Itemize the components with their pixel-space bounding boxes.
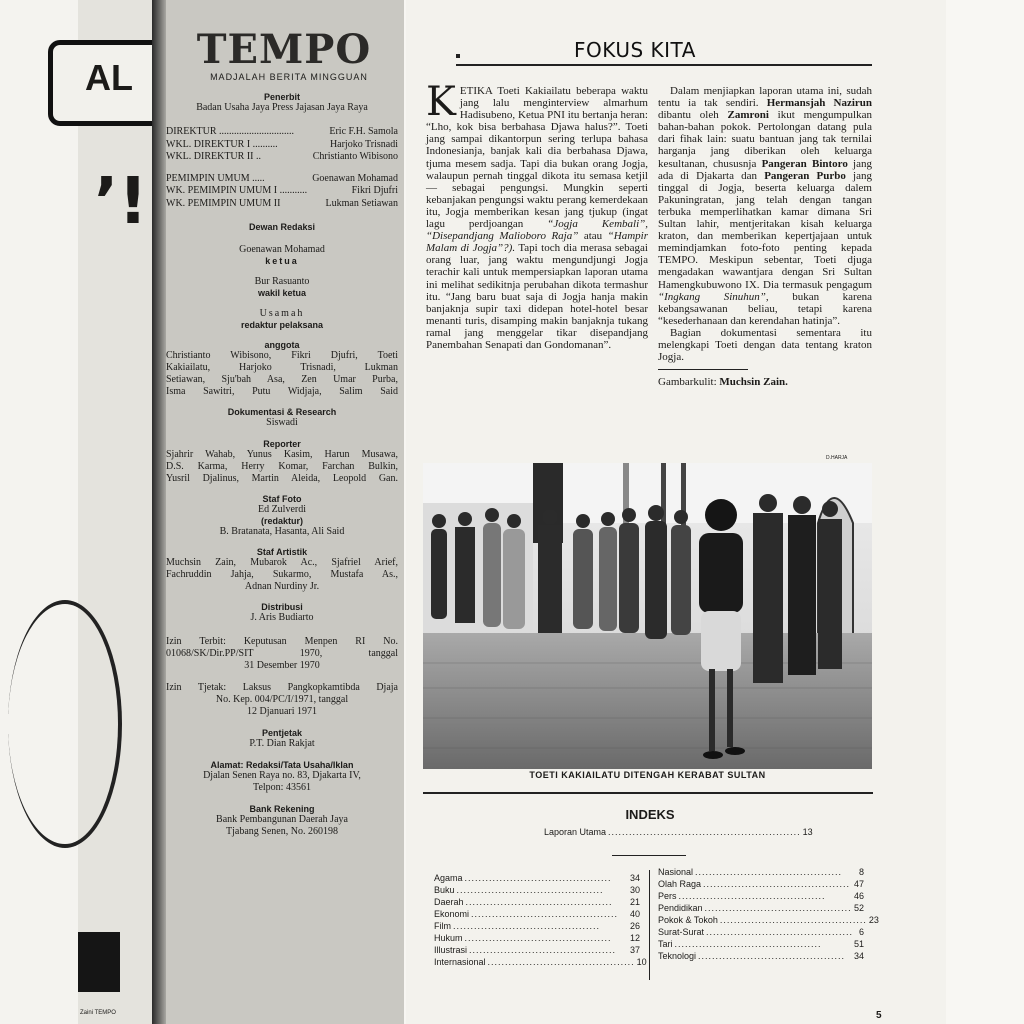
photo-illustration — [423, 463, 872, 769]
article-column-1: KETIKA Toeti Kakiailatu beberapa waktu jang lalu menginterview almarhum Hadisubeno, Ketua PNI itu bertanja heran: “Lho, kok bisa berbahasa Djawa halus?”. Toeti jang sampai dikantorpun sering terlupa bahasa Indonesianja, banjak kali dia berbahasa Djawa, tjuma mesem sadja. Tapi dia bukan orang Jogja, walaupun pernah tinggal dikota itu semasa ketjil — sebagai pengungsi. Mungkin seperti kebanjakan pengungsi waktu perang kemerdekaan itu, Jogja memberikan kesan jang tjukup (ingat lagu perdjoangan “Jogja Kembali”, “Disepandjang Malioboro Raja” atau “Hampir Malam di Jogja”?). Tapi toch dia merasa sebagai orang luar, jang waktu mengundjungi Jogja terachir kali untuk mempersiapkan laporan utama ini melihat sedikitnja perubahan dikota termashur itu. “Jang baru buat saja di Jogja hanja makin banjaknja supir taxi didepan hotel-hotel besar menanti turis, disamping makin banjaknja tukang ramal jang menggelar tikar disepandjang Panembahan Senapati dan Gondomanan”. — [426, 79, 648, 351]
index-entry: Daerah .......................................... 21 — [434, 897, 640, 907]
izin-tjetak-line: 12 Djanuari 1971 — [247, 706, 317, 717]
previous-page-black-block — [78, 932, 120, 992]
staff-row: WK. PEMIMPIN UMUM II Lukman Setiawan — [166, 197, 398, 209]
bank-line: Tjabang Senen, No. 260198 — [226, 826, 338, 837]
page-number: 5 — [876, 1010, 882, 1021]
index-entry: Tari .......................................... 51 — [658, 939, 864, 949]
index-entry: Teknologi .......................................... 34 — [658, 951, 864, 961]
anggota-label: anggota — [264, 340, 300, 350]
staff-row: WK. PEMIMPIN UMUM I ........... Fikri Djufri — [166, 185, 398, 196]
index-entry: Pokok & Tokoh .......................................... 23 — [658, 915, 879, 925]
staf-foto-line: (redaktur) — [260, 516, 303, 526]
distribusi-label: Distribusi — [261, 602, 303, 612]
izin-tjetak-line: Izin Tjetak: Laksus Pangkopkamtibda Djaja — [166, 682, 398, 693]
index-entry: Buku .......................................... 30 — [434, 885, 640, 895]
staf-foto-label: Staf Foto — [262, 494, 302, 504]
index-entry: Pers .......................................... 46 — [658, 891, 864, 901]
staff-row: PEMIMPIN UMUM ..... Goenawan Mohamad — [166, 172, 398, 184]
ketua-name: Goenawan Mohamad — [239, 244, 325, 255]
title-dot — [456, 54, 460, 58]
index-top-rule — [423, 792, 873, 794]
bank-line: Bank Pembangunan Daerah Jaya — [216, 814, 348, 825]
masthead-body — [166, 92, 398, 838]
staff-row: WKL. DIREKTUR II .. Christianto Wibisono — [166, 151, 398, 162]
cover-label: Gambarkulit: — [658, 376, 717, 389]
photo-caption: TOETI KAKIAILATU DITENGAH KERABAT SULTAN — [529, 770, 766, 780]
index-entry: Pendidikan .......................................... 52 — [658, 903, 864, 913]
drop-cap: K — [426, 79, 456, 125]
anggota-line: Kakiailatu, Harjoko Trisnadi, Lukman — [166, 362, 398, 373]
distribusi-name: J. Aris Budiarto — [250, 612, 314, 623]
short-rule — [658, 369, 748, 370]
dokumentasi-label: Dokumentasi & Research — [227, 407, 337, 417]
staf-artistik-line: Fachruddin Jahja, Sukarmo, Mustafa As., — [166, 569, 398, 580]
ketua-role: ketua — [265, 256, 299, 266]
anggota-line: Christianto Wibisono, Fikri Djufri, Toeti — [166, 350, 398, 361]
news-photo — [423, 463, 872, 769]
index-main-entry: Laporan Utama ....................................................... 13 — [544, 827, 813, 837]
izin-tjetak-line: No. Kep. 004/PC/I/1971, tanggal — [215, 694, 349, 705]
tempo-logo: TEMPO — [196, 26, 372, 73]
alamat-line: Telpon: 43561 — [253, 782, 311, 793]
staf-artistik-line: Muchsin Zain, Mubarok Ac., Sjafriel Arief, — [166, 557, 398, 568]
cover-artist: Muchsin Zain. — [719, 376, 788, 389]
staff-list — [166, 126, 398, 210]
index-entry: Illustrasi .......................................... 37 — [434, 945, 640, 955]
reporter-line: D.S. Karma, Herry Komar, Farchan Bulkin, — [166, 461, 398, 472]
section-title: FOKUS KITA — [574, 38, 696, 62]
penerbit-name: Badan Usaha Jaya Press Jajasan Jaya Raya — [196, 102, 368, 113]
index-entry: Ekonomi .......................................... 40 — [434, 909, 640, 919]
anggota-line: Isma Sawitri, Putu Widjaja, Salim Said — [166, 386, 398, 397]
index-right-column — [658, 866, 879, 962]
masthead — [166, 0, 404, 1024]
badge-text: AL — [85, 57, 133, 98]
izin-terbit-line: 31 Desember 1970 — [244, 660, 320, 671]
anggota-line: Setiawan, Sju'bah Asa, Zen Umar Purba, — [166, 374, 398, 385]
index-column-divider — [649, 870, 650, 980]
staf-artistik-label: Staf Artistik — [256, 547, 308, 557]
previous-page-glyph: ’! — [94, 165, 148, 239]
wakil-ketua-name: Bur Rasuanto — [254, 276, 310, 287]
izin-terbit-line: Izin Terbit: Keputusan Menpen RI No. — [166, 636, 398, 647]
redaktur-pelaksana-name: Usamah — [259, 308, 305, 319]
index-entry: Internasional .......................................... 10 — [434, 957, 647, 967]
staff-row: DIREKTUR .............................. Eric F.H. Samola — [166, 126, 398, 137]
index-divider — [612, 855, 686, 856]
staf-foto-line: B. Bratanata, Hasanta, Ali Said — [219, 526, 345, 537]
staf-artistik-line: Adnan Nurdiny Jr. — [244, 581, 320, 592]
previous-page-footer: Zaini TEMPO — [80, 1010, 116, 1016]
index-entry: Nasional .......................................... 8 — [658, 867, 864, 877]
dewan-redaksi-label: Dewan Redaksi — [248, 222, 316, 232]
alamat-label: Alamat: Redaksi/Tata Usaha/Iklan — [210, 760, 354, 770]
staf-foto-line: Ed Zulverdi — [257, 504, 307, 515]
index-title: INDEKS — [625, 807, 675, 822]
index-entry: Hukum .......................................... 12 — [434, 933, 640, 943]
reporter-line: Sjahrir Wahab, Yunus Kasim, Harun Musawa, — [166, 449, 398, 460]
dokumentasi-name: Siswadi — [266, 417, 298, 428]
staff-row: WKL. DIREKTUR I .......... Harjoko Trisnadi — [166, 138, 398, 150]
article-column-2: Dalam menjiapkan laporan utama ini, sudah tentu ia tak sendiri. Hermansjah Nazirun dibantu oleh Zamroni ikut mengumpulkan bahan-bahan pokok. Pertolongan datang pula dari fihak lain: suatu bantuan jang tak ternilai harganja jang diberikan oleh keluarga kesultanan, chususnja Pangeran Bintoro jang ada di Djakarta dan Pangeran Purbo jang tinggal di Jogja, beserta keluarga dalem Pakuningratan, jang telah dengan tangan terbuka memperlihatkan kamar dimana Sri Sultan lahir, mentjeritakan kisah keluarga kraton, dan memberikan kepertjajaan untuk memindjamkan foto-foto penting kepada TEMPO. Meskipun sebentar, Toeti djuga mengadakan wawantjara dengan Sri Sultan Hamengkubuwono IX. Dia termasuk pengagum “Ingkang Sinuhun”, bukan karena kebangsawanan beliau, tetapi karena “kesederhanaan dan kerendahan hatinja”. Bagian dokumentasi sementara itu melengkapi Toeti dengan data tentang kraton Jogja. Gambarkulit: Muchsin Zain. — [658, 85, 873, 389]
index-entry: Olah Raga .......................................... 47 — [658, 879, 864, 889]
previous-page-illustration — [8, 600, 122, 848]
dokumentasi-paragraph: Bagian dokumentasi sementara itu melengkapi Toeti dengan data tentang kraton Jogja. — [658, 326, 872, 364]
index-entry: Agama .......................................... 34 — [434, 873, 640, 883]
article-page — [406, 0, 946, 1024]
tagline: MADJALAH BERITA MINGGUAN — [210, 72, 368, 82]
reporter-line: Yusril Djalinus, Martin Aleida, Leopold Gan. — [166, 473, 398, 484]
redaktur-pelaksana-role: redaktur pelaksana — [240, 320, 324, 330]
previous-page-edge — [78, 0, 158, 1024]
left-margin — [0, 0, 78, 1024]
pentjetak-name: P.T. Dian Rakjat — [249, 738, 315, 749]
wakil-ketua-role: wakil ketua — [257, 288, 307, 298]
page-gutter — [152, 0, 166, 1024]
izin-terbit-line: 01068/SK/Dir.PP/SIT 1970, tanggal — [166, 648, 398, 659]
alamat-line: Djalan Senen Raya no. 83, Djakarta IV, — [203, 770, 361, 781]
photo-credit: D.HARJA — [826, 455, 848, 461]
pentjetak-label: Pentjetak — [261, 728, 303, 738]
title-rule — [456, 64, 872, 66]
index-left-column — [434, 872, 647, 968]
right-margin — [946, 0, 1024, 1024]
index-entry: Surat-Surat .......................................... 6 — [658, 927, 864, 937]
bank-label: Bank Rekening — [249, 804, 315, 814]
reporter-label: Reporter — [263, 439, 301, 449]
index-entry: Film .......................................... 26 — [434, 921, 640, 931]
penerbit-label: Penerbit — [263, 92, 300, 102]
